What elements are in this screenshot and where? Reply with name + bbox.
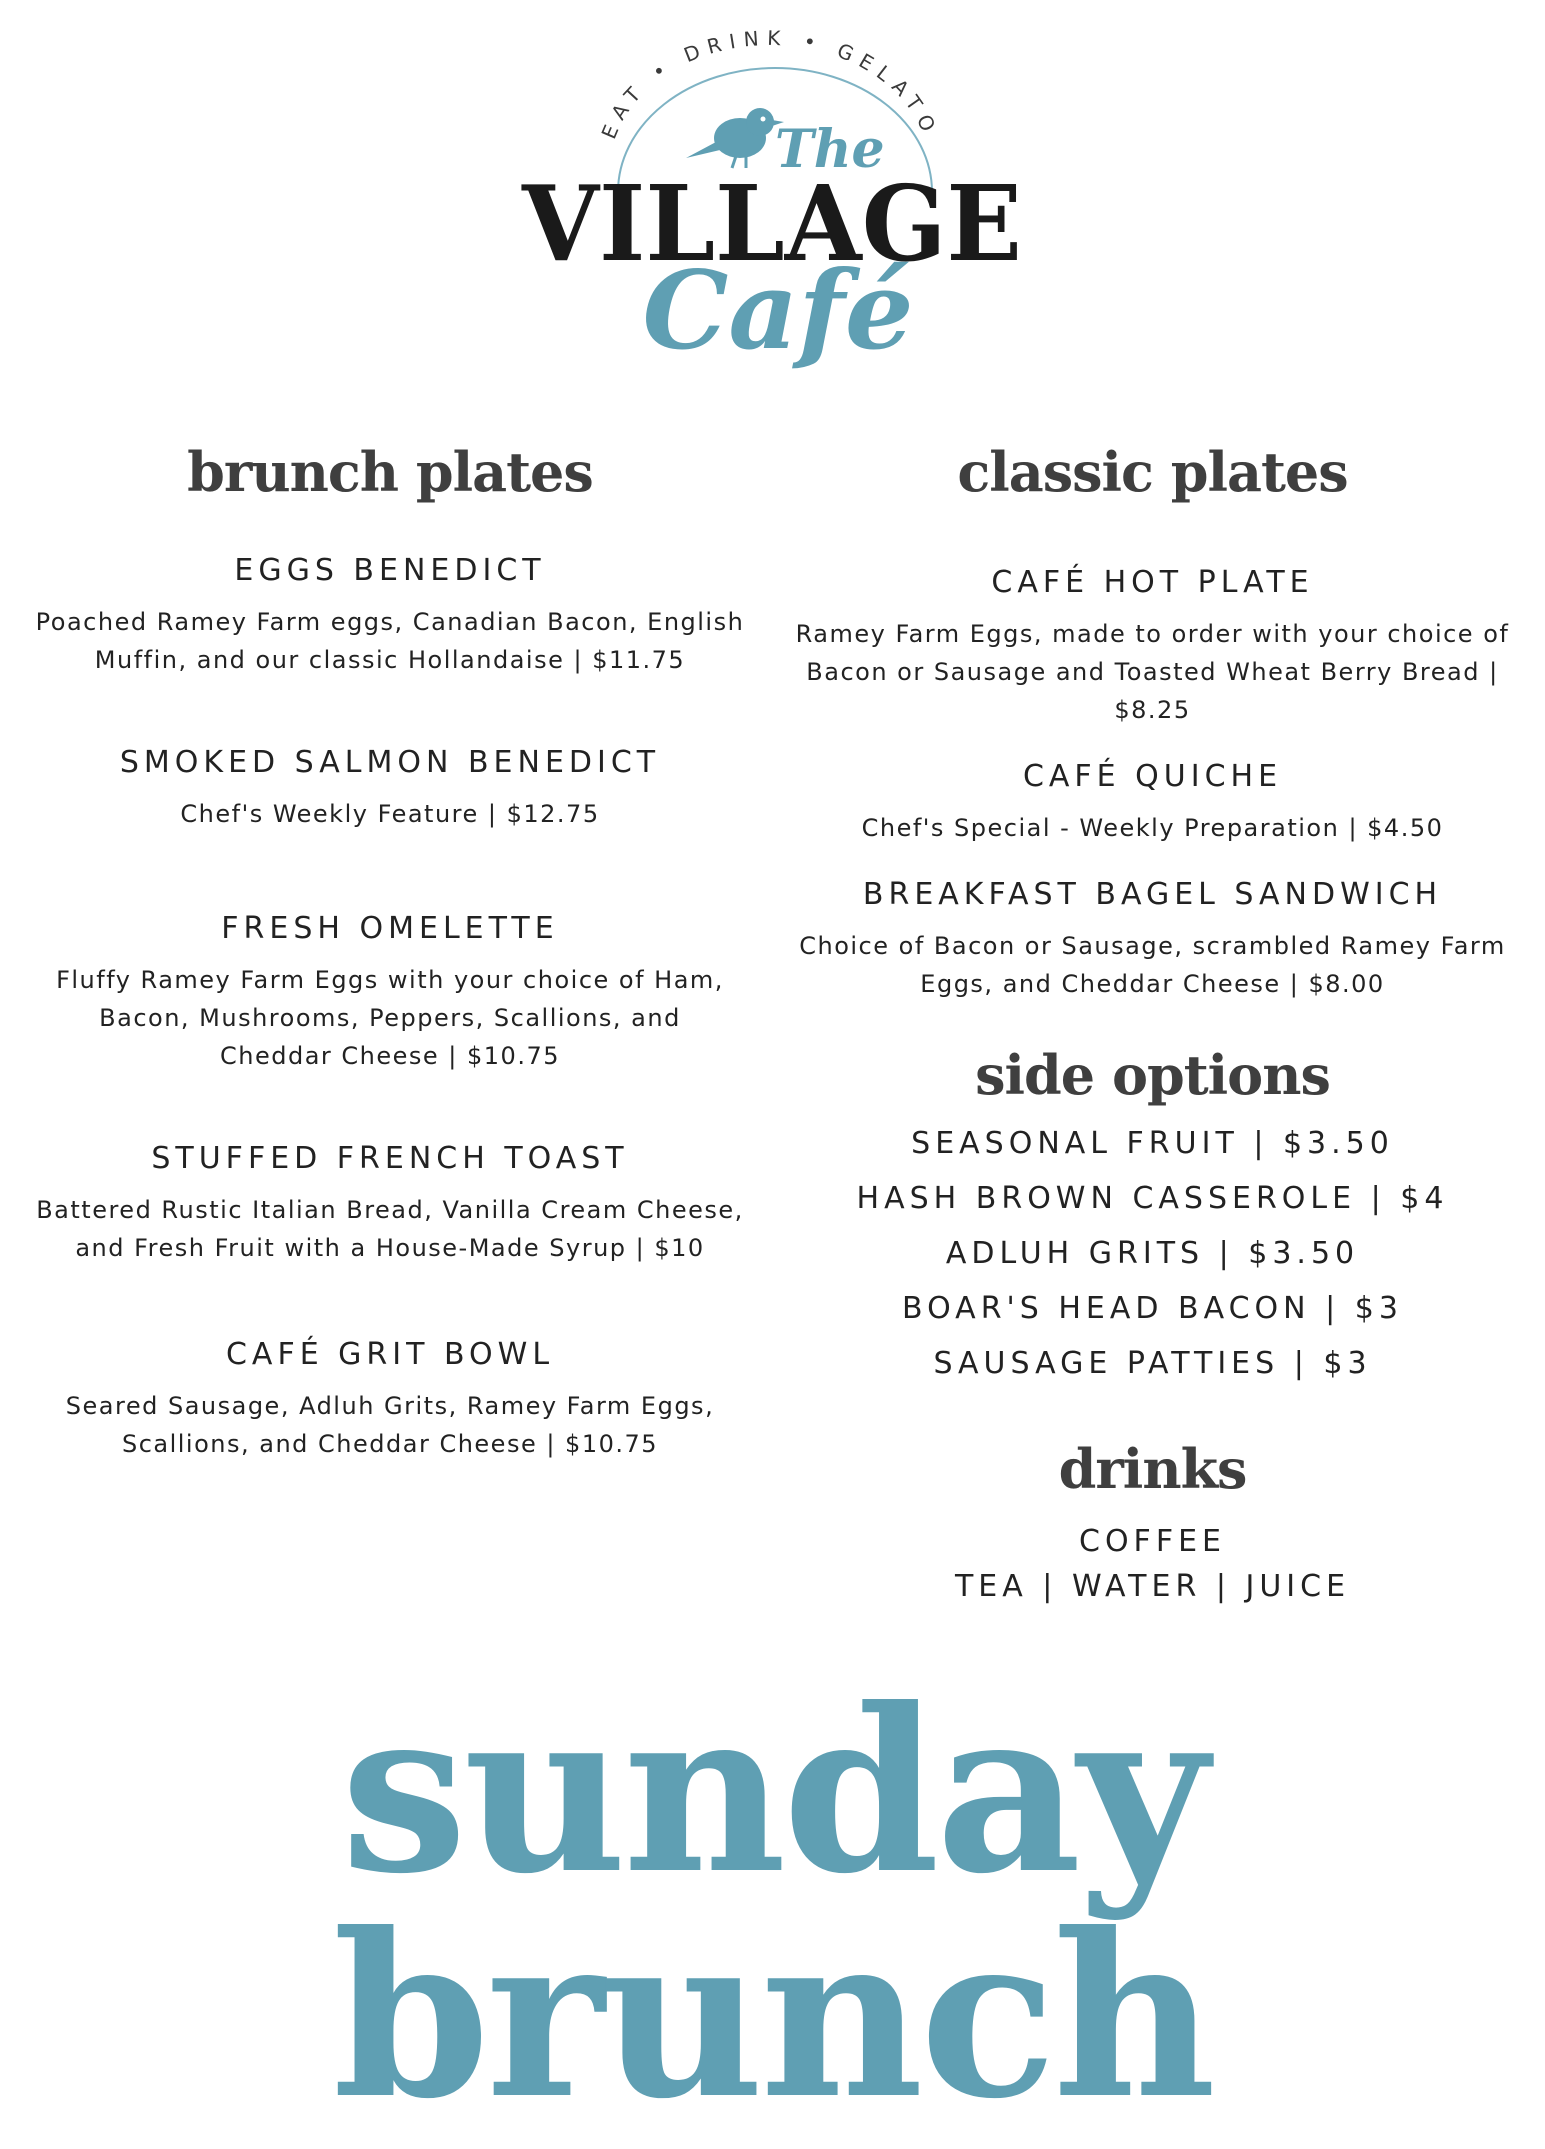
drink-item: COFFEE bbox=[1079, 1524, 1226, 1560]
menu-item-description bbox=[20, 1387, 760, 1463]
logo-cafe-text: Café bbox=[642, 248, 914, 374]
side-options-heading: side options bbox=[975, 1042, 1330, 1107]
menu-item bbox=[780, 877, 1525, 1003]
sunday-brunch-title: sunday brunch bbox=[332, 1660, 1213, 2149]
menu-item-description bbox=[20, 795, 760, 833]
menu-item-description bbox=[20, 961, 760, 1075]
menu-item-name: CAFÉ QUICHE bbox=[1022, 758, 1283, 794]
classic-plates-section bbox=[780, 440, 1525, 1003]
drinks-section bbox=[780, 1437, 1525, 1610]
menu-item-name: CAFÉ HOT PLATE bbox=[991, 564, 1314, 600]
menu-item-name: STUFFED FRENCH TOAST bbox=[151, 1140, 629, 1176]
classic-plates-heading: classic plates bbox=[957, 440, 1348, 504]
side-option-item: HASH BROWN CASSEROLE | $4 bbox=[856, 1180, 1449, 1216]
menu-item-name: FRESH OMELETTE bbox=[221, 910, 559, 946]
side-options-section bbox=[780, 1043, 1525, 1391]
menu-item bbox=[20, 1337, 760, 1463]
menu-item bbox=[20, 1141, 760, 1267]
drink-item: TEA | WATER | JUICE bbox=[954, 1569, 1351, 1605]
description-line: Seared Sausage, Adluh Grits, Ramey Farm Eggs, bbox=[65, 1391, 715, 1420]
menu-item bbox=[780, 759, 1525, 847]
description-line: Bacon or Sausage and Toasted Wheat Berry Bread | $8.25 bbox=[806, 657, 1499, 724]
brunch-plates-section bbox=[20, 440, 760, 1463]
description-line: Chef's Special - Weekly Preparation | $4.50 bbox=[861, 813, 1444, 842]
description-line: Battered Rustic Italian Bread, Vanilla Cream Cheese, bbox=[36, 1195, 744, 1224]
description-line: Bacon, Mushrooms, Peppers, Scallions, and bbox=[99, 1003, 681, 1032]
menu-item bbox=[20, 911, 760, 1075]
logo-artwork bbox=[500, 30, 1045, 390]
bird-icon bbox=[686, 108, 784, 168]
side-option-item: SEASONAL FRUIT | $3.50 bbox=[911, 1125, 1394, 1161]
description-line: Ramey Farm Eggs, made to order with your choice of bbox=[795, 619, 1510, 648]
side-option-item: ADLUH GRITS | $3.50 bbox=[945, 1235, 1360, 1271]
right-column bbox=[780, 440, 1525, 1609]
side-option-item: BOAR'S HEAD BACON | $3 bbox=[902, 1290, 1403, 1326]
drinks-heading: drinks bbox=[1058, 1436, 1247, 1501]
menu-item-description bbox=[20, 1191, 760, 1267]
menu-item-description bbox=[780, 809, 1525, 847]
menu-item-description bbox=[20, 603, 760, 679]
description-line: Cheddar Cheese | $10.75 bbox=[220, 1041, 560, 1070]
menu-item-name: EGGS BENEDICT bbox=[234, 552, 546, 588]
description-line: Fluffy Ramey Farm Eggs with your choice of Ham, bbox=[56, 965, 724, 994]
description-line: Poached Ramey Farm eggs, Canadian Bacon, English bbox=[35, 607, 745, 636]
menu-item-name: CAFÉ GRIT BOWL bbox=[225, 1336, 555, 1372]
brunch-plates-heading: brunch plates bbox=[187, 440, 593, 504]
logo-the-text: The bbox=[775, 119, 885, 180]
description-line: Eggs, and Cheddar Cheese | $8.00 bbox=[920, 969, 1385, 998]
menu-item-name: BREAKFAST BAGEL SANDWICH bbox=[862, 876, 1443, 912]
logo-village-text: VILLAGE bbox=[521, 162, 1022, 285]
menu-item-name: SMOKED SALMON BENEDICT bbox=[119, 744, 661, 780]
description-line: Choice of Bacon or Sausage, scrambled Ramey Farm bbox=[799, 931, 1506, 960]
logo-arc-text: EAT • DRINK • GELATO bbox=[596, 30, 944, 143]
menu-item bbox=[20, 745, 760, 833]
menu-item-description bbox=[780, 927, 1525, 1003]
description-line: Muffin, and our classic Hollandaise | $11.75 bbox=[94, 645, 686, 674]
menu-item bbox=[20, 553, 760, 679]
menu-item bbox=[780, 565, 1525, 729]
menu-item-description bbox=[780, 615, 1525, 729]
description-line: Scallions, and Cheddar Cheese | $10.75 bbox=[121, 1429, 659, 1458]
description-line: Chef's Weekly Feature | $12.75 bbox=[180, 799, 600, 828]
village-cafe-logo bbox=[500, 30, 1045, 390]
description-line: and Fresh Fruit with a House-Made Syrup | $10 bbox=[75, 1233, 705, 1262]
side-option-item: SAUSAGE PATTIES | $3 bbox=[933, 1345, 1372, 1381]
